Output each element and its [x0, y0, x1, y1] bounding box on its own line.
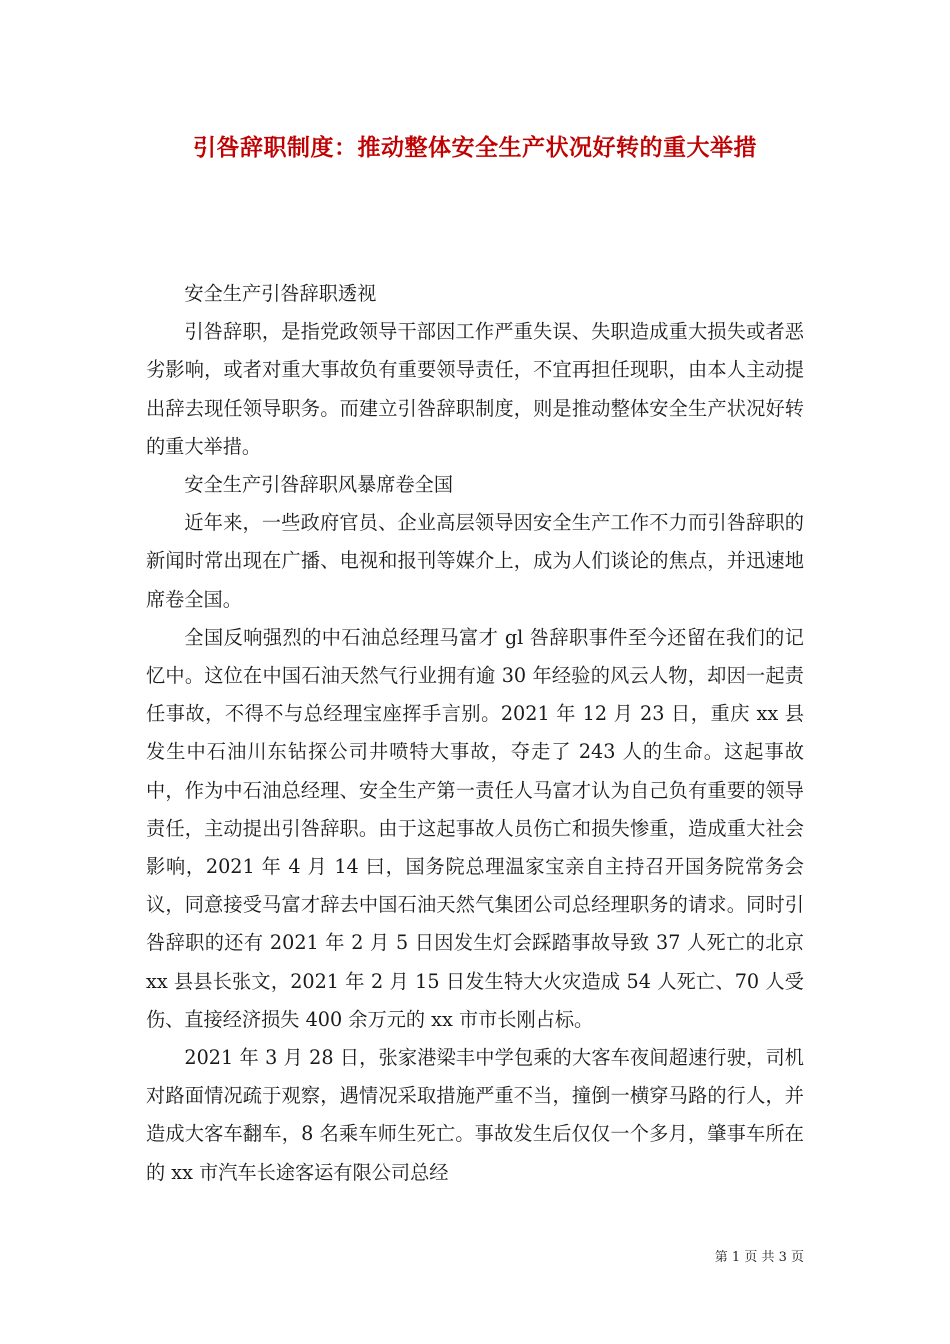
body-paragraph: 引咎辞职，是指党政领导干部因工作严重失误、失职造成重大损失或者恶劣影响，或者对重大事故负有重要领导责任，不宜再担任现职，由本人主动提出辞去现任领导职务。而建立引咎辞职制度，则是推动整体安全生产状况好转的重大举措。 — [146, 320, 804, 458]
body-paragraph: 2021 年 3 月 28 日，张家港梁丰中学包乘的大客车夜间超速行驶，司机对路面情况疏于观察，遇情况采取措施严重不当，撞倒一横穿马路的行人，并造成大客车翻车，8 名乘车师生死亡。事故发生后仅仅一个多月，肇事车所在的 xx 市汽车长途客运有限公司总经 — [146, 1046, 804, 1184]
body-paragraph: 全国反响强烈的中石油总经理马富才 gl 咎辞职事件至今还留在我们的记忆中。这位在中国石油天然气行业拥有逾 30 年经验的风云人物，却因一起责任事故，不得不与总经理宝座挥手言别。2021 年 12 月 23 日，重庆 xx 县发生中石油川东钻探公司井喷特大事故，夺走了 243 人的生命。这起事故中，作为中石油总经理、安全生产第一责任人马富才认为自己负有重要的领导责任，主动提出引咎辞职。由于这起事故人员伤亡和损失惨重，造成重大社会影响，2021 年 4 月 14 曰，国务院总理温家宝亲自主持召开国务院常务会议，同意接受马富才辞去中国石油天然气集团公司总经理职务的请求。同时引咎辞职的还有 2021 年 2 月 5 日因发生灯会踩踏事故导致 37 人死亡的北京 xx 县县长张文，2021 年 2 月 15 日发生特大火灾造成 54 人死亡、70 人受伤、直接经济损失 400 余万元的 xx 市市长刚占标。 — [146, 625, 804, 1031]
body-paragraph: 近年来，一些政府官员、企业高层领导因安全生产工作不力而引咎辞职的新闻时常出现在广播、电视和报刊等媒介上，成为人们谈论的焦点，并迅速地席卷全国。 — [146, 511, 804, 611]
page-number: 第 1 页 共 3 页 — [714, 1250, 804, 1265]
section-heading: 安全生产引咎辞职透视 — [184, 282, 377, 305]
section-heading: 安全生产引咎辞职风暴席卷全国 — [184, 473, 454, 497]
document-title: 引咎辞职制度：推动整体安全生产状况好转的重大举措 — [193, 134, 757, 161]
document-body — [146, 275, 804, 1192]
